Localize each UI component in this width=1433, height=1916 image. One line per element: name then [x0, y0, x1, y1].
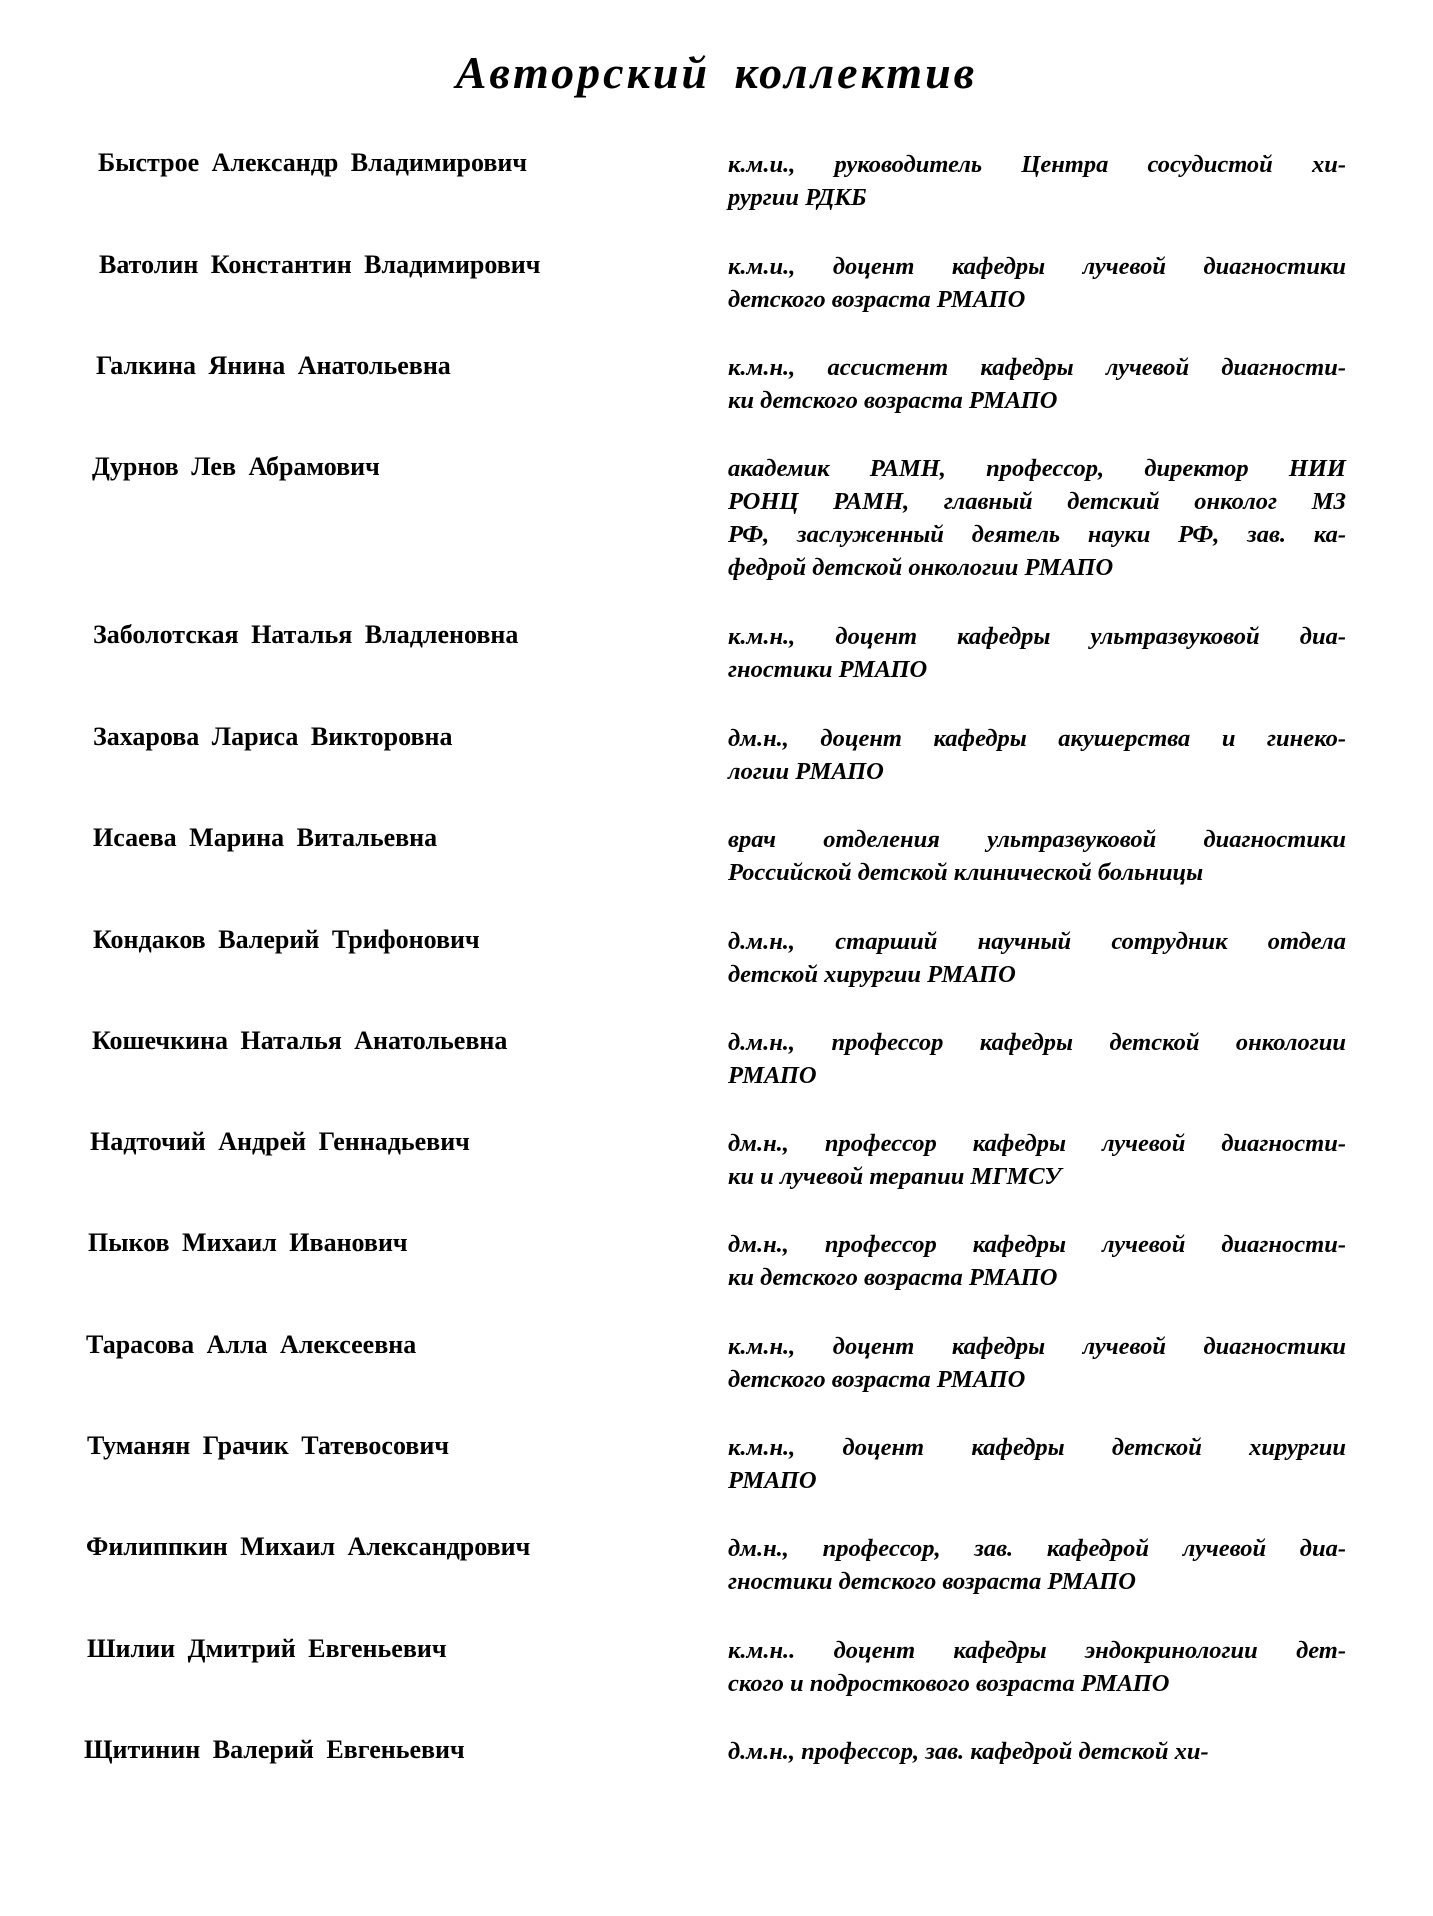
description-line: к.м.н., доцент кафедры ультразвуковой диа-: [728, 623, 1346, 650]
description-line: Российской детской клинической больницы: [728, 859, 1204, 886]
description-line: ки и лучевой терапии МГМСУ: [728, 1163, 1062, 1190]
author-description: [728, 1026, 1346, 1092]
description-line: к.м.н.. доцент кафедры эндокринологии дет-: [728, 1637, 1346, 1664]
description-line: РОНЦ РАМН, главный детский онколог МЗ: [728, 488, 1346, 515]
description-line: ки детского возраста РМАПО: [728, 387, 1058, 414]
author-name: Кондаков Валерий Трифонович: [93, 925, 480, 954]
description-line: к.м.н., доцент кафедры детской хирургии: [728, 1434, 1346, 1461]
description-line: д.м.н., старший научный сотрудник отдела: [728, 928, 1346, 955]
author-name: Исаева Марина Витальевна: [93, 823, 438, 852]
author-name: Заболотская Наталья Владленовна: [93, 620, 519, 649]
author-description: [728, 1330, 1346, 1396]
description-line: к.м.н., доцент кафедры лучевой диагностики: [728, 1333, 1346, 1360]
description-line: РФ, заслуженный деятель науки РФ, зав. ка-: [728, 521, 1346, 548]
author-description: [728, 250, 1346, 316]
description-line: логии РМАПО: [728, 758, 884, 785]
description-line: детской хирургии РМАПО: [728, 961, 1016, 988]
description-line: к.м.и., доцент кафедры лучевой диагностики: [728, 253, 1346, 280]
author-description: [728, 722, 1346, 788]
author-name: Быстрое Александр Владимирович: [98, 148, 528, 177]
description-line: гностики РМАПО: [728, 656, 928, 683]
author-description: [728, 823, 1346, 889]
author-description: [728, 452, 1346, 584]
description-line: РМАПО: [728, 1467, 817, 1494]
author-description: [728, 1634, 1346, 1700]
description-line: д.м.н., профессор, зав. кафедрой детской хи-: [728, 1738, 1209, 1765]
description-line: д.м.н., профессор кафедры детской онкологии: [728, 1029, 1346, 1056]
author-name: Галкина Янина Анатольевна: [96, 351, 451, 380]
author-description: [728, 1735, 1346, 1768]
author-description: [728, 1431, 1346, 1497]
author-name: Туманян Грачик Татевосович: [87, 1431, 449, 1460]
author-description: [728, 351, 1346, 417]
author-description: [728, 1127, 1346, 1193]
author-name: Дурнов Лев Абрамович: [92, 452, 380, 481]
description-line: дм.н., профессор кафедры лучевой диагности-: [728, 1231, 1346, 1258]
author-description: [728, 620, 1346, 686]
description-line: дм.н., профессор кафедры лучевой диагности-: [728, 1130, 1346, 1157]
description-line: к.м.н., ассистент кафедры лучевой диагности-: [728, 354, 1346, 381]
description-line: врач отделения ультразвуковой диагностики: [728, 826, 1346, 853]
description-line: федрой детской онкологии РМАПО: [728, 554, 1114, 581]
description-line: дм.н., доцент кафедры акушерства и гинеко-: [728, 725, 1346, 752]
description-line: ского и подросткового возраста РМАПО: [728, 1670, 1170, 1697]
description-line: дм.н., профессор, зав. кафедрой лучевой диа-: [728, 1535, 1346, 1562]
author-name: Филиппкин Михаил Александрович: [86, 1532, 531, 1561]
author-description: [728, 148, 1346, 214]
author-name: Шилии Дмитрий Евгеньевич: [87, 1634, 447, 1663]
description-line: детского возраста РМАПО: [728, 286, 1026, 313]
description-line: ки детского возраста РМАПО: [728, 1264, 1058, 1291]
description-line: академик РАМН, профессор, директор НИИ: [728, 455, 1346, 482]
author-name: Тарасова Алла Алексеевна: [86, 1330, 417, 1359]
description-line: гностики детского возраста РМАПО: [728, 1568, 1136, 1595]
description-line: детского возраста РМАПО: [728, 1366, 1026, 1393]
description-line: РМАПО: [728, 1062, 817, 1089]
author-name: Надточий Андрей Геннадьевич: [90, 1127, 470, 1156]
description-line: рургии РДКБ: [728, 184, 867, 211]
author-name: Кошечкина Наталья Анатольевна: [92, 1026, 508, 1055]
author-description: [728, 1532, 1346, 1598]
author-description: [728, 1228, 1346, 1294]
description-line: к.м.и., руководитель Центра сосудистой хи-: [728, 151, 1346, 178]
author-name: Щитинин Валерий Евгеньевич: [84, 1735, 465, 1764]
author-name: Захарова Лариса Викторовна: [93, 722, 453, 751]
page-title: Авторский коллектив: [455, 47, 978, 98]
author-name: Ватолин Константин Владимирович: [99, 250, 541, 279]
author-description: [728, 925, 1346, 991]
author-name: Пыков Михаил Иванович: [88, 1228, 408, 1257]
